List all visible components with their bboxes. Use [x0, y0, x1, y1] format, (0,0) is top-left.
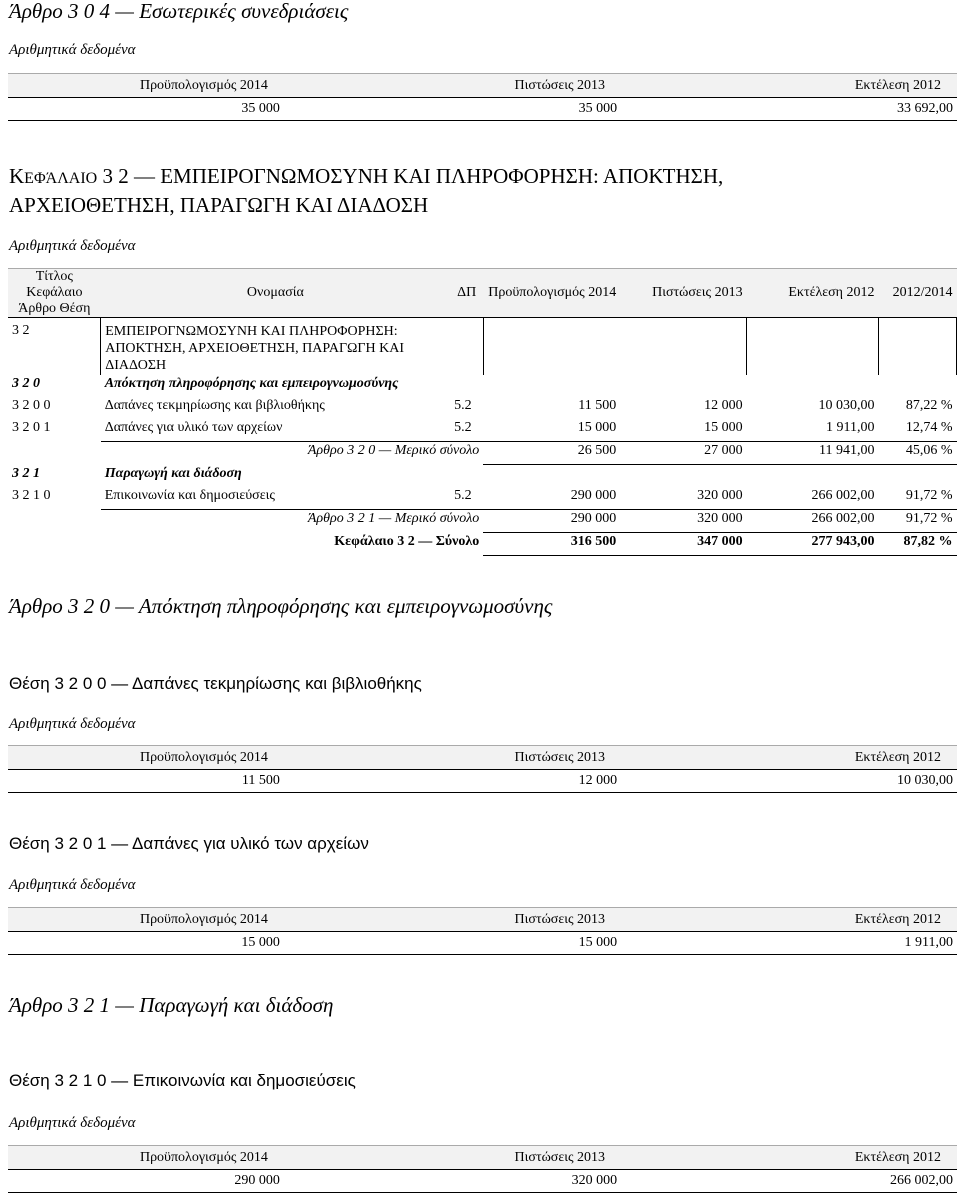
numeric-data-note: Αριθμητικά δεδομένα [9, 877, 136, 893]
budget-table [8, 268, 957, 556]
header-code-article: Άρθρο Θέση [18, 301, 91, 316]
total-execution-2012: 277 943,00 [747, 533, 879, 556]
table-row [8, 487, 957, 510]
value-execution-2012: 10 030,00 [621, 770, 957, 793]
subtotal-execution-2012: 266 002,00 [747, 510, 879, 533]
numeric-data-note: Αριθμητικά δεδομένα [9, 1115, 136, 1131]
total-budget-2014: 316 500 [483, 533, 620, 556]
article-321-title: Άρθρο 3 2 1 — Παραγωγή και διάδοση [9, 993, 334, 1017]
row-execution-2012: 1 911,00 [826, 420, 875, 435]
row-code [8, 533, 101, 556]
row-appropriations-2013: 12 000 [704, 398, 743, 413]
subtotal-budget-2014: 290 000 [483, 510, 620, 533]
row-name: Δαπάνες για υλικό των αρχείων [104, 420, 283, 435]
numeric-table-304 [8, 73, 957, 121]
subtotal-appropriations-2013: 27 000 [620, 442, 746, 465]
row-dp [450, 318, 483, 376]
position-3210-title: Θέση 3 2 1 0 — Επικοινωνία και δημοσιεύσεις [9, 1071, 356, 1090]
row-name: ΕΜΠΕΙΡΟΓΝΩΜΟΣΥΝΗ ΚΑΙ ΠΛΗΡΟΦΟΡΗΣΗ: ΑΠΟΚΤΗΣΗ, ΑΡΧΕΙΟΘΕΤΗΣΗ, ΠΑΡΑΓΩΓΗ ΚΑΙ ΔΙΑΔΟΣΗ [101, 318, 450, 376]
table-row [8, 397, 957, 419]
value-budget-2014: 35 000 [8, 98, 284, 121]
row-code: 3 2 0 1 [12, 420, 51, 435]
header-appropriations-2013: Πιστώσεις 2013 [284, 908, 621, 932]
row-budget-2014: 11 500 [578, 398, 617, 413]
header-budget-2014: Προϋπολογισμός 2014 [8, 1146, 284, 1170]
row-budget-2014: 290 000 [570, 488, 617, 503]
row-name: Απόκτηση πληροφόρησης και εμπειρογνωμοσύνης [104, 376, 399, 391]
header-appropriations-2013: Πιστώσεις 2013 [284, 746, 621, 770]
numeric-data-note: Αριθμητικά δεδομένα [9, 42, 136, 58]
row-name: Παραγωγή και διάδοση [104, 466, 242, 481]
header-ratio: 2012/2014 [879, 269, 957, 318]
numeric-data-note: Αριθμητικά δεδομένα [9, 238, 136, 254]
header-execution-2012: Εκτέλεση 2012 [621, 74, 957, 98]
total-label: Κεφάλαιο 3 2 — Σύνολο [334, 533, 480, 549]
row-code [8, 442, 101, 465]
row-budget-2014 [483, 318, 620, 376]
header-execution-2012: Εκτέλεση 2012 [621, 746, 957, 770]
row-code: 3 2 0 0 [12, 398, 51, 413]
numeric-table-3200 [8, 745, 957, 793]
value-budget-2014: 11 500 [8, 770, 284, 793]
row-execution-2012: 266 002,00 [811, 488, 875, 503]
subtotal-row [8, 442, 957, 465]
header-execution-2012: Εκτέλεση 2012 [747, 269, 879, 318]
row-execution-2012 [747, 318, 879, 376]
value-execution-2012: 266 002,00 [621, 1170, 957, 1193]
header-code-title: Τίτλος [35, 269, 73, 284]
value-budget-2014: 290 000 [8, 1170, 284, 1193]
row-appropriations-2013 [620, 318, 746, 376]
chapter-title-line2: ΑΡΧΕΙΟΘΕΤΗΣΗ, ΠΑΡΑΓΩΓΗ ΚΑΙ ΔΙΑΔΟΣΗ [9, 193, 429, 217]
subtotal-ratio: 45,06 % [879, 442, 957, 465]
table-row [8, 419, 957, 442]
value-execution-2012: 33 692,00 [621, 98, 957, 121]
total-appropriations-2013: 347 000 [620, 533, 746, 556]
row-dp: 5.2 [454, 398, 472, 413]
row-name: Δαπάνες τεκμηρίωσης και βιβλιοθήκης [104, 398, 325, 413]
row-code [8, 510, 101, 533]
numeric-table-3201 [8, 907, 957, 955]
total-ratio: 87,82 % [879, 533, 957, 556]
row-code: 3 2 1 0 [12, 488, 51, 503]
row-execution-2012: 10 030,00 [818, 398, 875, 413]
row-code: 3 2 0 [12, 376, 40, 391]
value-execution-2012: 1 911,00 [621, 932, 957, 955]
header-execution-2012: Εκτέλεση 2012 [621, 908, 957, 932]
header-dp: ΔΠ [450, 269, 483, 318]
row-ratio: 87,22 % [905, 398, 953, 413]
row-appropriations-2013: 320 000 [697, 488, 743, 503]
budget-table-header [8, 269, 957, 318]
header-appropriations-2013: Πιστώσεις 2013 [620, 269, 746, 318]
value-appropriations-2013: 15 000 [284, 932, 621, 955]
numeric-data-note: Αριθμητικά δεδομένα [9, 716, 136, 732]
subtotal-ratio: 91,72 % [879, 510, 957, 533]
table-row [8, 318, 957, 376]
header-execution-2012: Εκτέλεση 2012 [621, 1146, 957, 1170]
value-budget-2014: 15 000 [8, 932, 284, 955]
position-3200-title: Θέση 3 2 0 0 — Δαπάνες τεκμηρίωσης και βιβλιοθήκης [9, 674, 422, 693]
header-budget-2014: Προϋπολογισμός 2014 [8, 908, 284, 932]
row-ratio [879, 318, 957, 376]
row-ratio: 91,72 % [905, 488, 953, 503]
chapter-32-title [9, 163, 723, 218]
row-name: Επικοινωνία και δημοσιεύσεις [104, 488, 275, 503]
row-dp: 5.2 [454, 420, 472, 435]
value-appropriations-2013: 35 000 [284, 98, 621, 121]
subtotal-execution-2012: 11 941,00 [747, 442, 879, 465]
row-ratio: 12,74 % [905, 420, 953, 435]
header-budget-2014: Προϋπολογισμός 2014 [8, 746, 284, 770]
header-budget-2014: Προϋπολογισμός 2014 [8, 74, 284, 98]
header-code [8, 269, 101, 318]
header-appropriations-2013: Πιστώσεις 2013 [284, 74, 621, 98]
header-code-chapter: Κεφάλαιο [26, 285, 83, 300]
numeric-table-3210 [8, 1145, 957, 1193]
row-budget-2014: 15 000 [577, 420, 617, 435]
table-row [8, 465, 957, 488]
row-code: 3 2 [12, 323, 30, 338]
header-budget-2014: Προϋπολογισμός 2014 [483, 269, 620, 318]
subtotal-budget-2014: 26 500 [483, 442, 620, 465]
value-appropriations-2013: 320 000 [284, 1170, 621, 1193]
chapter-prefix-initial: Κ [9, 164, 25, 188]
article-320-title: Άρθρο 3 2 0 — Απόκτηση πληροφόρησης και εμπειρογνωμοσύνης [9, 594, 553, 618]
chapter-prefix-rest: ΕΦΆΛΑΙΟ [24, 170, 98, 187]
row-appropriations-2013: 15 000 [704, 420, 743, 435]
article-304-title: Άρθρο 3 0 4 — Εσωτερικές συνεδριάσεις [9, 0, 349, 23]
header-appropriations-2013: Πιστώσεις 2013 [284, 1146, 621, 1170]
value-appropriations-2013: 12 000 [284, 770, 621, 793]
subtotal-appropriations-2013: 320 000 [620, 510, 746, 533]
row-dp: 5.2 [454, 488, 472, 503]
subtotal-label: Άρθρο 3 2 1 — Μερικό σύνολο [101, 510, 484, 533]
header-name: Ονομασία [101, 269, 450, 318]
position-3201-title: Θέση 3 2 0 1 — Δαπάνες για υλικό των αρχείων [9, 834, 369, 853]
subtotal-label: Άρθρο 3 2 0 — Μερικό σύνολο [101, 442, 484, 465]
total-row [8, 533, 957, 556]
table-row [8, 375, 957, 397]
chapter-title-line1: 3 2 — ΕΜΠΕΙΡΟΓΝΩΜΟΣΥΝΗ ΚΑΙ ΠΛΗΡΟΦΟΡΗΣΗ: ΑΠΟΚΤΗΣΗ, [97, 164, 724, 188]
subtotal-row [8, 510, 957, 533]
row-code: 3 2 1 [12, 465, 40, 481]
